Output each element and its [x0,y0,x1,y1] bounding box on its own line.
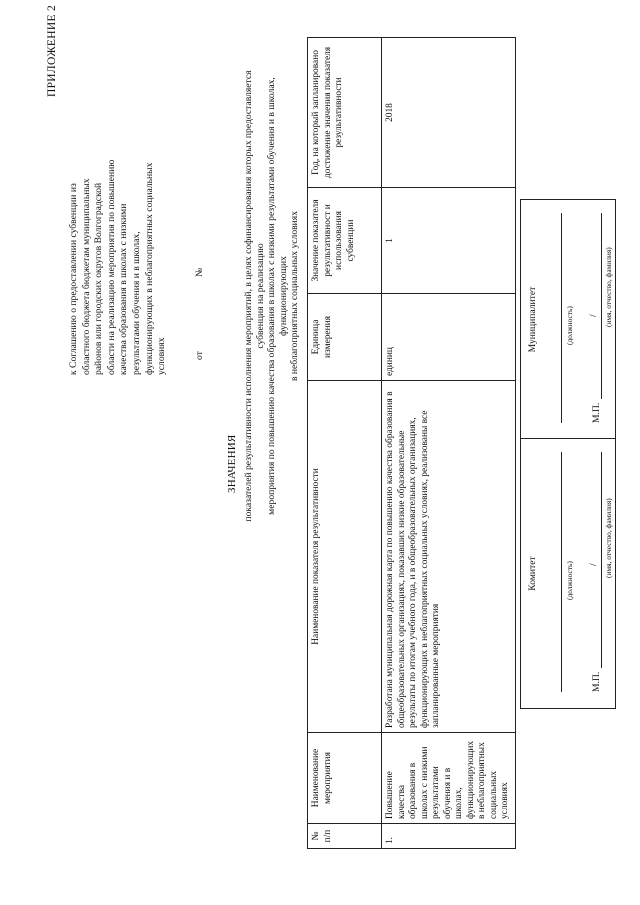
header-unit: Единица измерения [308,294,382,381]
cell-value: 1 [382,188,516,294]
annex-date-label: от [194,351,205,360]
name-slash: / [589,314,599,317]
annex-title: ПРИЛОЖЕНИЕ 2 [46,4,58,97]
annex-line: функционирующих в неблагоприятных социальных [143,162,155,375]
name-line [601,452,602,668]
cell-event: Повышение качества образования в школах с низкими результатами обучения и в школах, функционирующих в неблагоприятных социальных условиях [382,733,516,824]
annex-line: областного бюджета бюджетам муниципальных [80,178,92,375]
position-line [561,452,562,692]
header-year: Год, на который запланировано достижение значения показателя результативности [308,38,382,188]
subheading-line: мероприятия по повышению качества образования в школах с низкими результатами обучения и в школах, функционирующих [266,77,289,515]
name-slash: / [589,563,599,566]
header-indicator: Наименование показателя результативности [308,381,382,733]
stamp-label: М.П. [591,671,602,692]
document-subheading [243,65,301,527]
signature-org-committee: Комитет [527,556,538,591]
subheading-line: в неблагоприятных социальных условиях [289,210,300,382]
document-heading: ЗНАЧЕНИЯ [226,434,238,493]
signature-org-municipality: Муниципалитет [527,286,538,353]
annex-line: районов или городских округов Волгоградской [93,182,105,375]
table-row [382,38,516,849]
annex-line: качества образования в школах с низкими [118,203,130,375]
cell-year: 2018 [382,38,516,188]
header-event: Наименование мероприятия [308,733,382,824]
annex-line: результатами обучения и в школах, [130,231,142,375]
annex-number-label: № [194,267,205,277]
cell-num: 1. [382,824,516,849]
indicators-table [307,37,516,849]
annex-line: к Соглашению о предоставлении субвенции из [68,183,79,375]
name-caption: (имя, отчество, фамилия) [604,498,613,578]
cell-unit: единиц [382,294,516,381]
table-header-row [308,38,382,849]
position-caption: (должность) [565,306,574,345]
header-num: № п/п [308,824,382,849]
annex-line: условиях [156,337,168,375]
signature-municipality [521,200,615,439]
position-line [561,213,562,423]
name-line [601,213,602,399]
name-caption: (имя, отчество, фамилия) [604,247,613,327]
cell-indicator: Разработана муниципальная дорожная карта по повышению качества образования в общеобразовательных организациях, показавших низкие образовательные результаты по итогам учебного года, и в общеобразовательных организациях, функционирующих в неблагоприятных социальных условиях, реализованы все запланированные мероприятия [382,381,516,733]
signature-block [520,199,616,709]
signature-committee [521,439,615,708]
position-caption: (должность) [565,561,574,600]
stamp-label: М.П. [591,402,602,423]
annex-line: области на реализацию мероприятия по повышению [105,159,117,375]
header-value: Значение показателя результативност и использования субвенции [308,188,382,294]
annex-description [68,85,169,375]
subheading-line: показателей результативности исполнения мероприятий, в целях софинансирования которых предоставляется субвенция на реализацию [243,70,266,522]
